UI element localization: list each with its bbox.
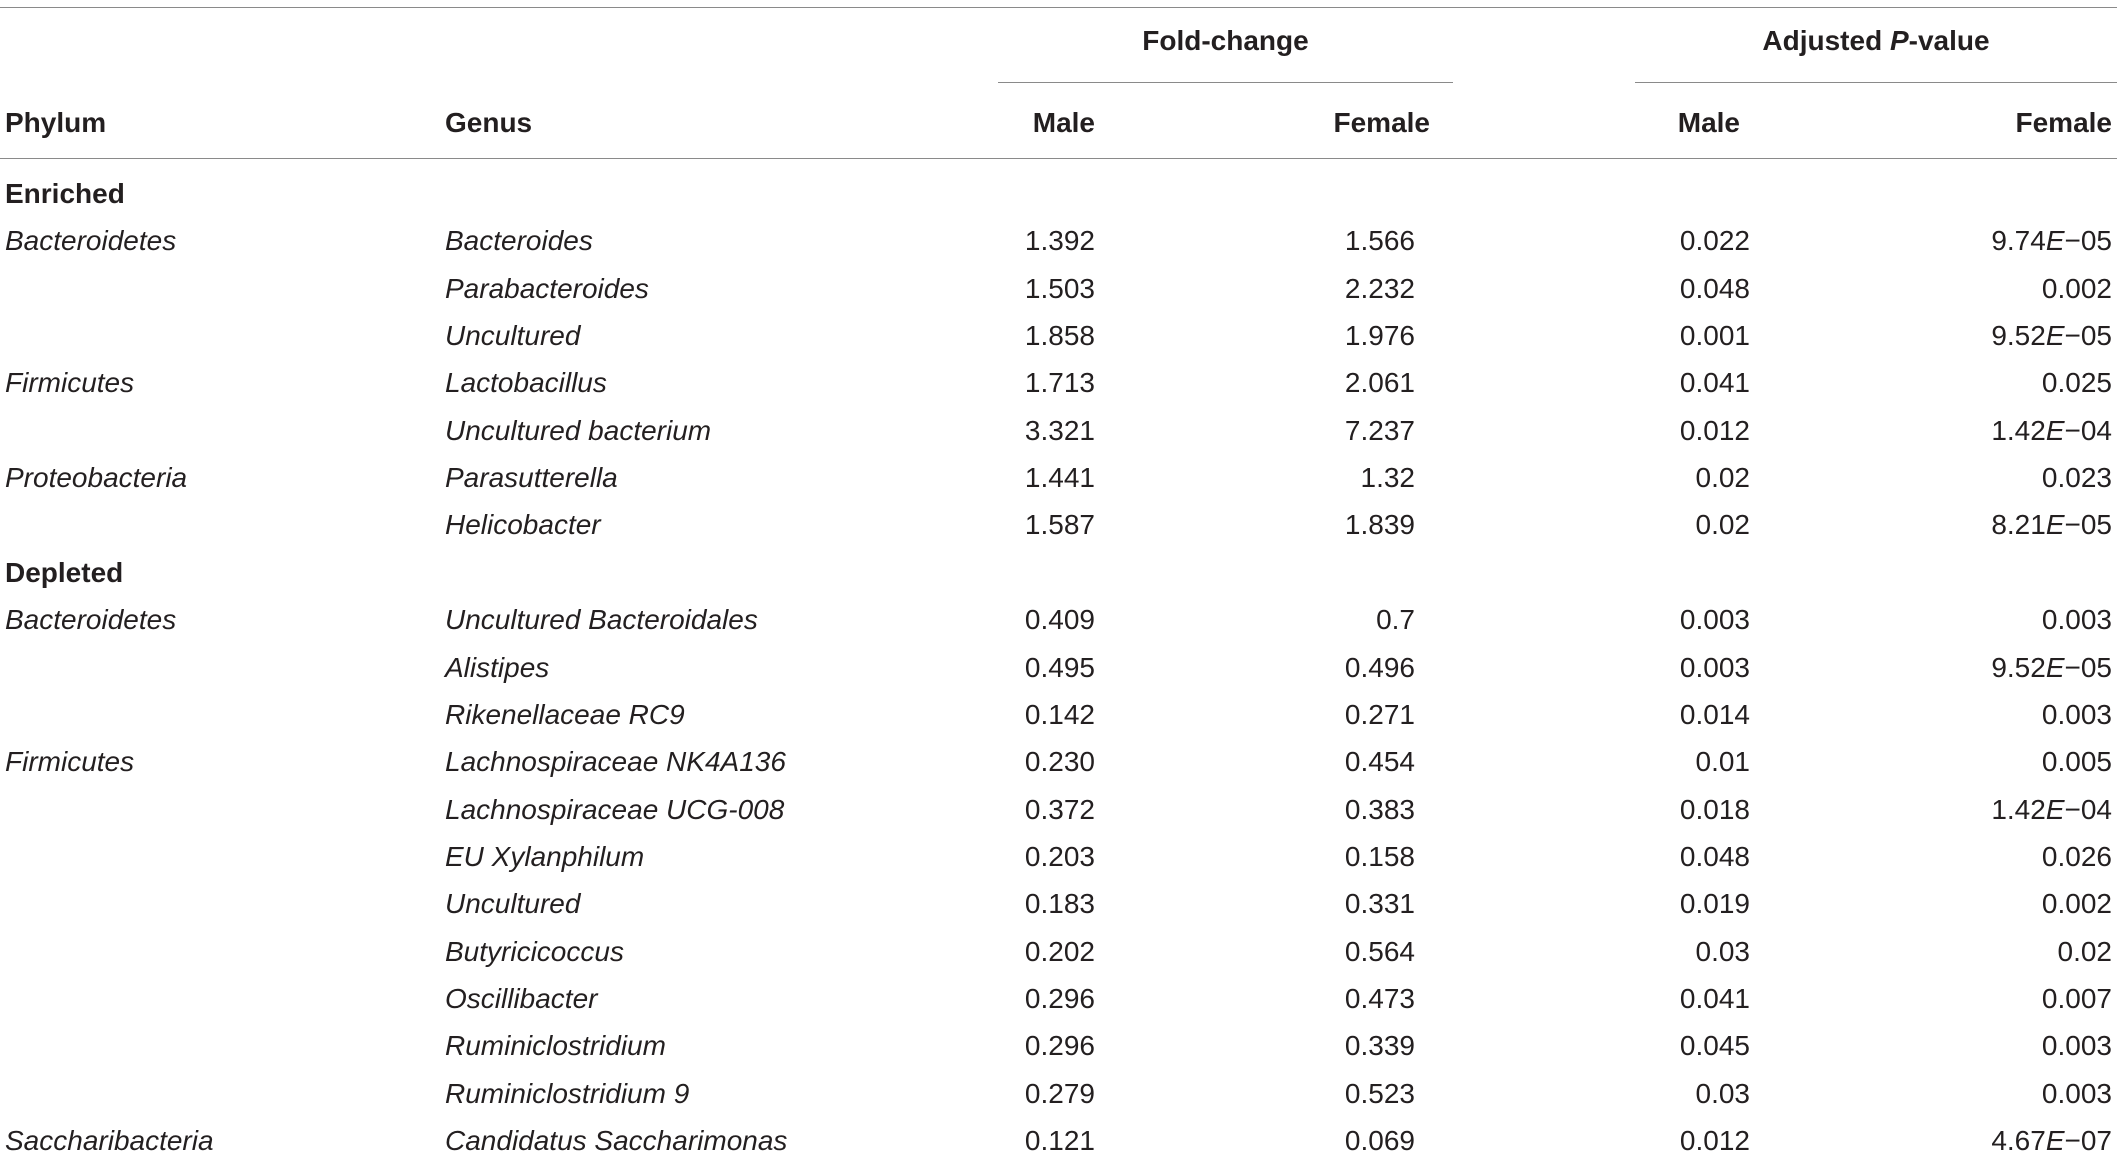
p-value-male-cell: 0.048 xyxy=(1679,273,1750,304)
genus-cell: Lactobacillus xyxy=(445,367,607,398)
genus-cell: Bacteroides xyxy=(445,225,593,256)
p-value-female-cell: 4.67E−07 xyxy=(1991,1125,2112,1156)
p-value-male-cell: 0.003 xyxy=(1679,604,1750,635)
fold-change-female-cell: 0.331 xyxy=(1344,888,1415,919)
p-value-female-cell: 9.52E−05 xyxy=(1991,320,2112,351)
phylum-cell: Saccharibacteria xyxy=(5,1125,214,1156)
phylum-cell: Proteobacteria xyxy=(5,462,188,493)
fold-change-male-cell: 0.203 xyxy=(1024,841,1095,872)
p-value-female-cell: 0.023 xyxy=(2041,462,2112,493)
fold-change-male-cell: 0.495 xyxy=(1024,652,1095,683)
fold-change-female-cell: 0.271 xyxy=(1344,699,1415,730)
p-value-male-cell: 0.048 xyxy=(1679,841,1750,872)
p-value-female-cell: 9.52E−05 xyxy=(1991,652,2112,683)
genus-cell: Uncultured Bacteroidales xyxy=(445,604,758,635)
fold-change-male-cell: 0.230 xyxy=(1024,746,1095,777)
fold-change-male-cell: 0.279 xyxy=(1024,1078,1095,1109)
p-female-column-header: Female xyxy=(2015,107,2112,138)
genus-cell: Uncultured xyxy=(445,888,581,919)
fold-change-female-cell: 0.454 xyxy=(1344,746,1415,777)
p-value-male-cell: 0.018 xyxy=(1679,794,1750,825)
p-value-female-cell: 0.003 xyxy=(2041,1078,2112,1109)
p-value-female-cell: 9.74E−05 xyxy=(1991,225,2112,256)
genus-cell: Alistipes xyxy=(445,652,550,683)
fold-female-column-header: Female xyxy=(1333,107,1430,138)
p-value-female-cell: 0.002 xyxy=(2041,273,2112,304)
p-value-male-cell: 0.041 xyxy=(1679,983,1750,1014)
phylum-cell: Bacteroidetes xyxy=(5,604,177,635)
p-value-male-cell: 0.012 xyxy=(1679,415,1750,446)
fold-change-female-cell: 0.069 xyxy=(1344,1125,1415,1156)
p-italic: P xyxy=(1889,25,1909,56)
fold-change-female-cell: 1.976 xyxy=(1344,320,1415,351)
phylum-cell: Firmicutes xyxy=(5,367,135,398)
genus-cell: Ruminiclostridium 9 xyxy=(445,1078,690,1109)
phylum-cell: Bacteroidetes xyxy=(5,225,177,256)
p-value-female-cell: 0.007 xyxy=(2041,983,2112,1014)
fold-change-female-cell: 0.523 xyxy=(1344,1078,1415,1109)
genus-cell: Uncultured xyxy=(445,320,581,351)
genus-cell: Lachnospiraceae UCG-008 xyxy=(445,794,785,825)
genus-cell: Rikenellaceae RC9 xyxy=(445,699,685,730)
fold-change-male-cell: 0.372 xyxy=(1024,794,1095,825)
fold-change-male-cell: 0.296 xyxy=(1024,1030,1095,1061)
p-value-male-cell: 0.041 xyxy=(1679,367,1750,398)
fold-change-male-cell: 0.142 xyxy=(1024,699,1095,730)
p-value-female-cell: 1.42E−04 xyxy=(1991,794,2112,825)
fold-change-male-cell: 3.321 xyxy=(1024,415,1095,446)
section-label: Enriched xyxy=(5,178,125,209)
header-bottom-rule xyxy=(0,158,2117,159)
fold-change-male-cell: 1.858 xyxy=(1024,320,1095,351)
p-value-female-cell: 0.003 xyxy=(2041,699,2112,730)
genus-cell: EU Xylanphilum xyxy=(445,841,645,872)
fold-change-female-cell: 0.158 xyxy=(1344,841,1415,872)
p-value-group-rule xyxy=(1635,82,2117,83)
section-label: Depleted xyxy=(5,557,124,588)
p-value-female-cell: 0.025 xyxy=(2041,367,2112,398)
p-value-male-cell: 0.022 xyxy=(1679,225,1750,256)
p-value-female-cell: 0.02 xyxy=(2057,936,2112,967)
fold-change-female-cell: 1.32 xyxy=(1360,462,1415,493)
fold-change-female-cell: 2.232 xyxy=(1344,273,1415,304)
p-value-male-cell: 0.019 xyxy=(1679,888,1750,919)
p-value-male-cell: 0.02 xyxy=(1695,509,1750,540)
fold-change-female-cell: 0.383 xyxy=(1344,794,1415,825)
p-value-male-cell: 0.03 xyxy=(1695,936,1750,967)
genus-cell: Candidatus Saccharimonas xyxy=(445,1125,788,1156)
p-value-male-cell: 0.03 xyxy=(1695,1078,1750,1109)
genus-cell: Lachnospiraceae NK4A136 xyxy=(445,746,786,777)
fold-change-male-cell: 1.441 xyxy=(1024,462,1095,493)
genus-cell: Ruminiclostridium xyxy=(445,1030,666,1061)
genus-cell: Butyricicoccus xyxy=(445,936,624,967)
fold-change-female-cell: 0.7 xyxy=(1376,604,1415,635)
fold-change-female-cell: 0.564 xyxy=(1344,936,1415,967)
phylum-cell: Firmicutes xyxy=(5,746,135,777)
fold-change-male-cell: 0.296 xyxy=(1024,983,1095,1014)
fold-change-female-cell: 0.339 xyxy=(1344,1030,1415,1061)
fold-change-female-cell: 1.839 xyxy=(1344,509,1415,540)
p-value-female-cell: 0.003 xyxy=(2041,604,2112,635)
p-value-male-cell: 0.045 xyxy=(1679,1030,1750,1061)
p-value-female-cell: 0.026 xyxy=(2041,841,2112,872)
p-value-female-cell: 0.002 xyxy=(2041,888,2112,919)
fold-change-male-cell: 1.503 xyxy=(1024,273,1095,304)
fold-change-male-cell: 1.713 xyxy=(1024,367,1095,398)
p-value-male-cell: 0.012 xyxy=(1679,1125,1750,1156)
p-value-male-cell: 0.001 xyxy=(1679,320,1750,351)
genus-cell: Uncultured bacterium xyxy=(445,415,712,446)
p-value-female-cell: 0.005 xyxy=(2041,746,2112,777)
fold-change-group-rule xyxy=(998,82,1453,83)
fold-change-female-cell: 0.473 xyxy=(1344,983,1415,1014)
fold-change-male-cell: 0.202 xyxy=(1024,936,1095,967)
genus-column-header: Genus xyxy=(445,107,533,138)
fold-change-female-cell: 2.061 xyxy=(1344,367,1415,398)
fold-change-male-cell: 0.183 xyxy=(1024,888,1095,919)
p-value-female-cell: 1.42E−04 xyxy=(1991,415,2112,446)
top-rule xyxy=(0,7,2117,8)
fold-change-female-cell: 7.237 xyxy=(1344,415,1415,446)
genus-cell: Parabacteroides xyxy=(445,273,649,304)
p-value-male-cell: 0.003 xyxy=(1679,652,1750,683)
fold-change-male-cell: 1.392 xyxy=(1024,225,1095,256)
phylum-column-header: Phylum xyxy=(5,107,107,138)
p-value-female-cell: 8.21E−05 xyxy=(1991,509,2112,540)
p-value-group-header: Adjusted P-value xyxy=(1762,25,1990,56)
fold-change-male-cell: 1.587 xyxy=(1024,509,1095,540)
fold-change-female-cell: 1.566 xyxy=(1344,225,1415,256)
p-value-female-cell: 0.003 xyxy=(2041,1030,2112,1061)
p-value-male-cell: 0.02 xyxy=(1695,462,1750,493)
p-value-male-cell: 0.01 xyxy=(1695,746,1750,777)
p-male-column-header: Male xyxy=(1677,107,1740,138)
genus-cell: Helicobacter xyxy=(445,509,601,540)
genus-cell: Oscillibacter xyxy=(445,983,598,1014)
p-value-male-cell: 0.014 xyxy=(1679,699,1750,730)
fold-change-male-cell: 0.409 xyxy=(1024,604,1095,635)
genus-cell: Parasutterella xyxy=(445,462,618,493)
fold-change-male-cell: 0.121 xyxy=(1024,1125,1095,1156)
fold-change-female-cell: 0.496 xyxy=(1344,652,1415,683)
fold-change-group-header: Fold-change xyxy=(1142,25,1309,56)
fold-male-column-header: Male xyxy=(1032,107,1095,138)
